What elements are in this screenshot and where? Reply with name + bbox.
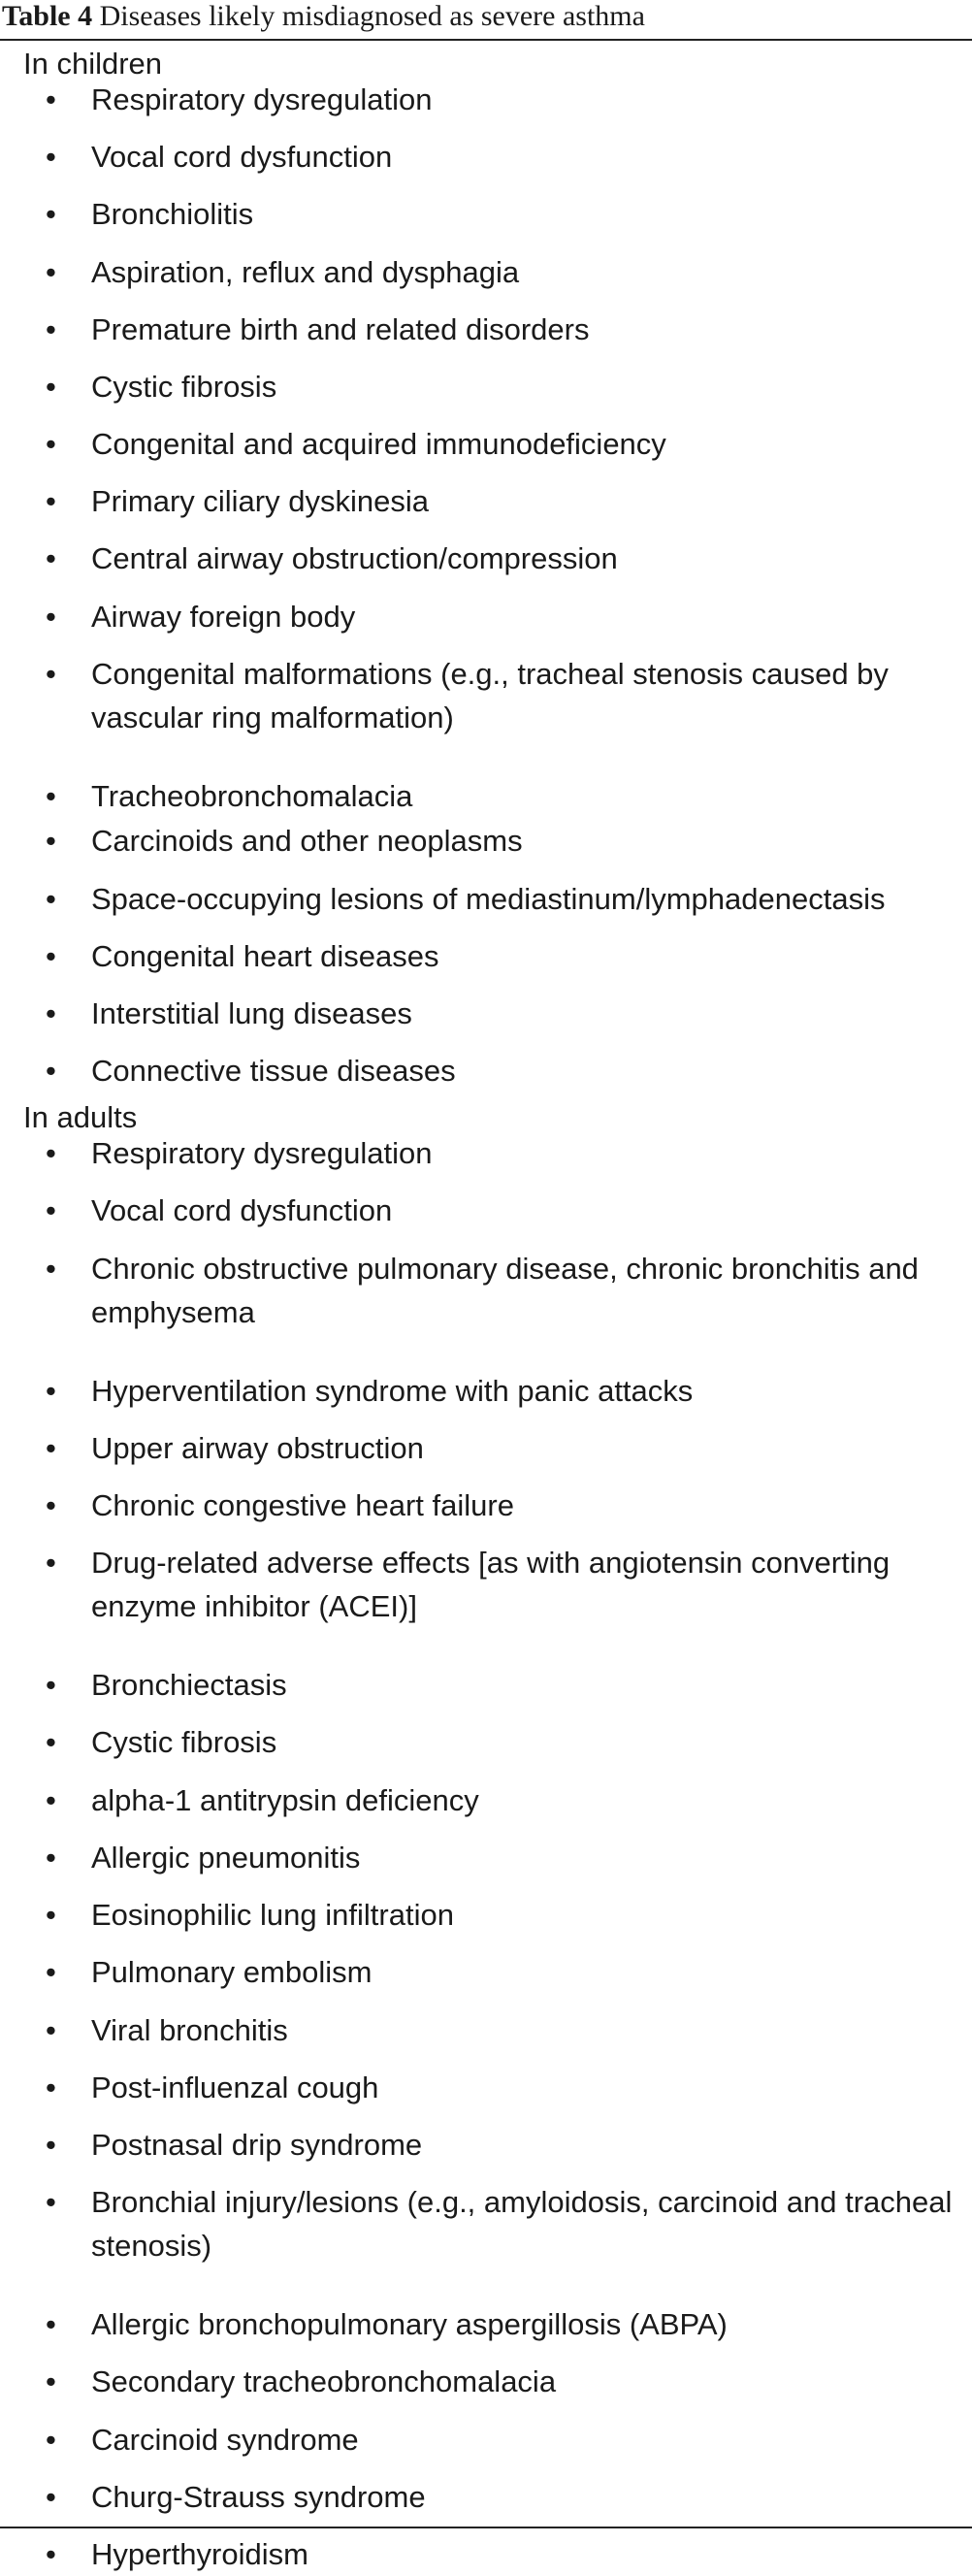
bullet-icon: •	[46, 197, 56, 231]
list-item-text: Respiratory dysregulation	[91, 82, 433, 116]
bullet-icon: •	[46, 1054, 56, 1088]
bullet-icon: •	[46, 140, 56, 174]
bullet-icon: •	[46, 2364, 56, 2398]
table-caption	[0, 0, 972, 39]
list-item-text: Carcinoids and other neoplasms	[91, 824, 523, 858]
bullet-icon: •	[46, 600, 56, 634]
list-item-text: Allergic bronchopulmonary aspergillosis (ABPA)	[91, 2307, 728, 2341]
list-item-text: Cystic fibrosis	[91, 370, 277, 404]
list-item-text: Primary ciliary dyskinesia	[91, 484, 429, 518]
list-item-text: Eosinophilic lung infiltration	[91, 1898, 454, 1932]
list-item-text: Post-influenzal cough	[91, 2071, 379, 2104]
bullet-icon: •	[46, 370, 56, 404]
list-item-text: Tracheobronchomalacia	[91, 779, 413, 813]
bullet-icon: •	[46, 657, 56, 691]
list-item-text: Airway foreign body	[91, 600, 356, 634]
bullet-icon: •	[46, 312, 56, 346]
bullet-icon: •	[46, 1193, 56, 1227]
list-item-text: Bronchiolitis	[91, 197, 254, 231]
list-item-text: Secondary tracheobronchomalacia	[91, 2364, 557, 2398]
bullet-icon: •	[46, 1546, 56, 1580]
list-item-text: Connective tissue diseases	[91, 1054, 456, 1088]
list-item-text: Allergic pneumonitis	[91, 1841, 361, 1875]
bullet-icon: •	[46, 1783, 56, 1817]
table-label: Table 4	[2, 0, 93, 32]
bullet-icon: •	[46, 996, 56, 1030]
list-item-text: Bronchial injury/lesions (e.g., amyloidosis, carcinoid and tracheal stenosis)	[91, 2185, 953, 2263]
bullet-icon: •	[46, 2071, 56, 2104]
list-item-text: Vocal cord dysfunction	[91, 1193, 393, 1227]
list-item-text: Bronchiectasis	[91, 1668, 287, 1702]
bullet-icon: •	[46, 1488, 56, 1522]
list-item-text: Upper airway obstruction	[91, 1431, 424, 1465]
bullet-icon: •	[46, 779, 56, 813]
bullet-icon: •	[46, 1431, 56, 1465]
list-item-text: Carcinoid syndrome	[91, 2423, 359, 2457]
list-item-text: alpha-1 antitrypsin deficiency	[91, 1783, 479, 1817]
bullet-icon: •	[46, 1252, 56, 1286]
bullet-icon: •	[46, 2537, 56, 2571]
bullet-icon: •	[46, 2128, 56, 2162]
bullet-icon: •	[46, 255, 56, 289]
table-title: Diseases likely misdiagnosed as severe asthma	[99, 0, 645, 32]
list-item-text: Space-occupying lesions of mediastinum/lymphadenectasis	[91, 882, 886, 916]
bullet-icon: •	[46, 1725, 56, 1759]
bullet-icon: •	[46, 82, 56, 116]
list-item-text: Pulmonary embolism	[91, 1955, 373, 1989]
list-item-text: Aspiration, reflux and dysphagia	[91, 255, 520, 289]
bullet-icon: •	[46, 1841, 56, 1875]
list-item-text: Hyperthyroidism	[91, 2537, 308, 2571]
bullet-icon: •	[46, 882, 56, 916]
bullet-icon: •	[46, 1955, 56, 1989]
bullet-icon: •	[46, 1668, 56, 1702]
bullet-icon: •	[46, 1136, 56, 1170]
bullet-icon: •	[46, 484, 56, 518]
list-item-text: Central airway obstruction/compression	[91, 541, 618, 575]
bullet-icon: •	[46, 2423, 56, 2457]
list-item-text: Congenital heart diseases	[91, 939, 439, 973]
bottom-rule	[0, 2527, 972, 2528]
list-item-text: Cystic fibrosis	[91, 1725, 277, 1759]
bullet-icon: •	[46, 2307, 56, 2341]
bullet-icon: •	[46, 541, 56, 575]
list-item-text: Congenital and acquired immunodeficiency	[91, 427, 666, 461]
bullet-icon: •	[46, 824, 56, 858]
bullet-icon: •	[46, 2480, 56, 2514]
list-item-text: Vocal cord dysfunction	[91, 140, 393, 174]
bullet-icon: •	[46, 1374, 56, 1408]
bullet-icon: •	[46, 2013, 56, 2047]
bullet-icon: •	[46, 939, 56, 973]
section-title: In children	[23, 47, 163, 81]
list-item-text: Chronic congestive heart failure	[91, 1488, 514, 1522]
bullet-icon: •	[46, 427, 56, 461]
list-item-text: Drug-related adverse effects [as with angiotensin converting enzyme inhibitor (ACEI)]	[91, 1546, 891, 1623]
list-item-text: Respiratory dysregulation	[91, 1136, 433, 1170]
list-item-text: Interstitial lung diseases	[91, 996, 412, 1030]
list-item-text: Viral bronchitis	[91, 2013, 288, 2047]
list-item-text: Postnasal drip syndrome	[91, 2128, 423, 2162]
list-item-text: Congenital malformations (e.g., tracheal stenosis caused by vascular ring malformation)	[91, 657, 889, 734]
top-rule	[0, 39, 972, 41]
list-item-text: Hyperventilation syndrome with panic attacks	[91, 1374, 694, 1408]
list-item-text: Premature birth and related disorders	[91, 312, 590, 346]
bullet-icon: •	[46, 2185, 56, 2219]
section-title: In adults	[23, 1100, 138, 1134]
list-item-text: Churg-Strauss syndrome	[91, 2480, 426, 2514]
bullet-icon: •	[46, 1898, 56, 1932]
list-item-text: Chronic obstructive pulmonary disease, chronic bronchitis and emphysema	[91, 1252, 919, 1329]
